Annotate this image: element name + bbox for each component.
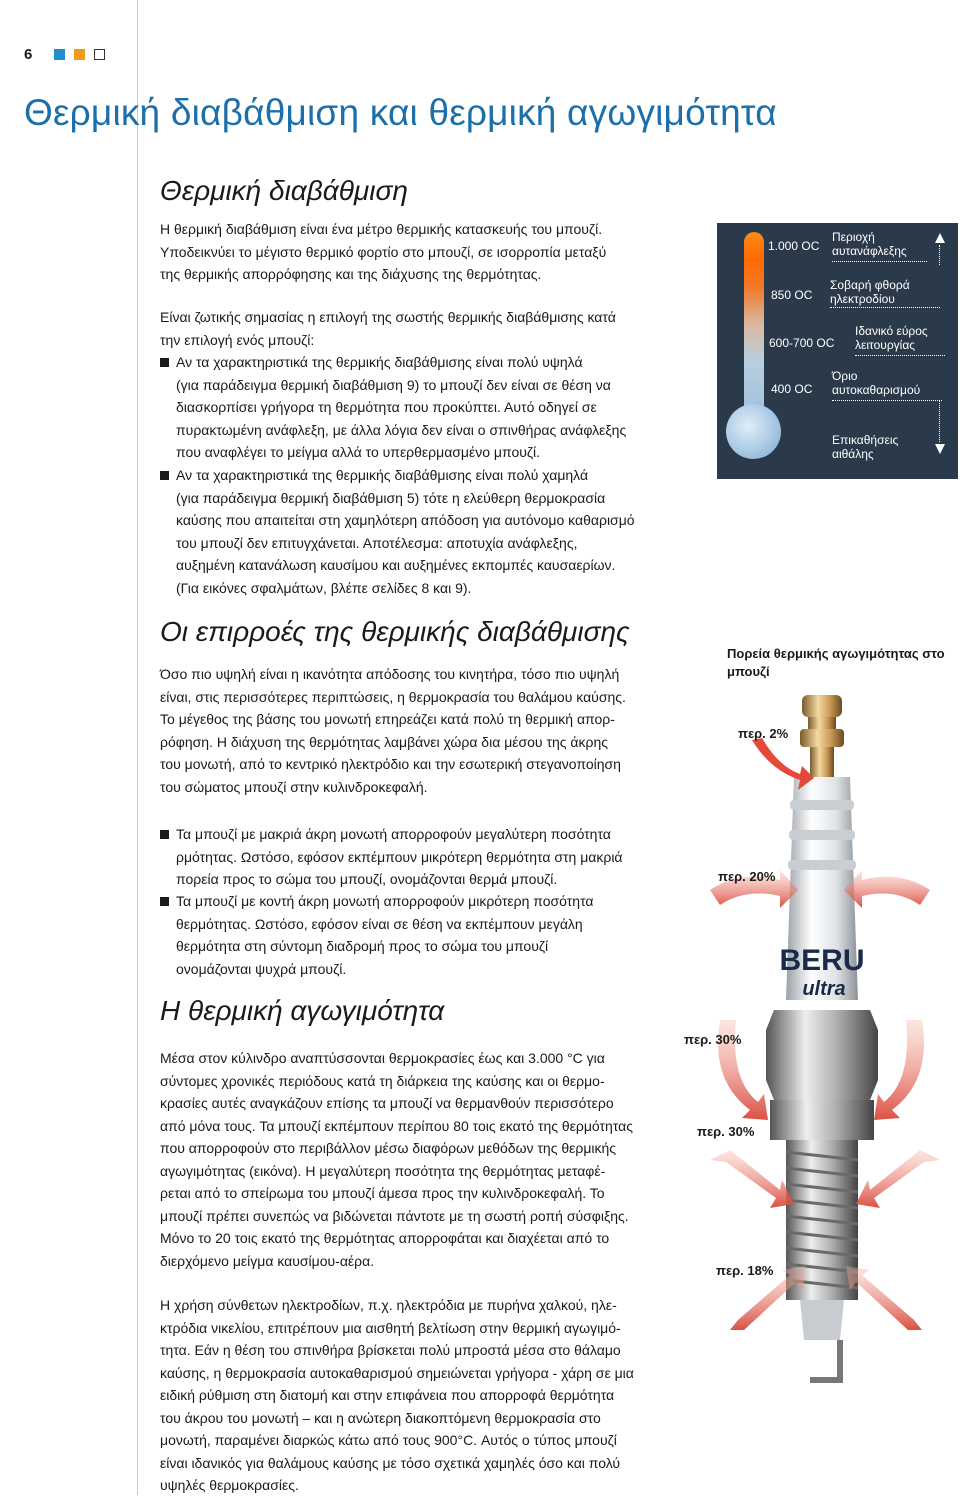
text-line: Όσο πιο υψηλή είναι η ικανότητα απόδοσης του κινητήρα, τόσο πιο υψηλή [160, 666, 620, 682]
thermometer-tube [744, 232, 764, 417]
text-line: (για παράδειγμα θερμική διαβάθμιση 9) το μπουζί δεν είναι σε θέση να [176, 376, 611, 393]
text-line: Αν τα χαρακτηριστικά της θερμικής διαβάθμισης είναι πολύ υψηλά [176, 354, 583, 370]
text-line: Μέσα στον κύλινδρο αναπτύσσονται θερμοκρασίες έως και 3.000 °C για [160, 1050, 605, 1066]
text-line: καύσης που απαιτείται στη χαμηλότερη απόδοση για αυτόνομο καθαρισμό [176, 512, 635, 528]
text-line: της θερμικής απορρόφησης και της διάχυσης της θερμότητας. [160, 266, 542, 282]
page-title: Θερμική διαβάθμιση και θερμική αγωγιμότητα [24, 92, 777, 133]
heat-share-label: περ. 2% [738, 726, 789, 741]
text-line: τητα. Εάν η θέση του σπινθήρα βρίσκεται πολύ μπροστά μέσα στο θάλαμο [160, 1342, 621, 1358]
zone-divider [830, 307, 940, 308]
dotted-axis [939, 245, 940, 265]
intro-paragraph [160, 218, 606, 286]
text-line: ρμότητας. Ωστόσο, εφόσον εκπέμπουν μικρότερη θερμότητα στη μακριά [176, 848, 623, 865]
text-line: αυξημένη κατανάλωση καυσίμου και αυξημένες εκπομπές καυσαερίων. [176, 557, 616, 573]
zone-line: Σοβαρή φθορά [830, 278, 910, 292]
text-line: ειδική ρύθμιση στη διατομή και στην επιφάνεια που απορροφά θερμότητα [160, 1387, 615, 1403]
zone-line: αυτοκαθαρισμού [832, 383, 921, 397]
plug-hex-body [766, 1010, 878, 1140]
text-line: μπουζί πρέπει συνεπώς να βιδώνεται πάντοτε με τη σωστή ροπή σύσφιξης. [160, 1207, 629, 1224]
text-line: υψηλές θερμοκρασίες. [160, 1477, 299, 1493]
bullet-icon [160, 830, 169, 839]
text-line: Μόνο το 20 τοις εκατό της θερμότητας απορροφάται και διαχέεται από το [160, 1230, 610, 1246]
zone-label-electrode-wear [830, 278, 910, 306]
temp-label: 850 OC [771, 288, 813, 302]
thermometer-bulb [726, 404, 781, 459]
zone-line: Ιδανικό εύρος [855, 324, 928, 338]
bullet-icon [160, 358, 169, 367]
text-line: πορεία προς το σώμα του μπουζί, ονομάζονται θερμά μπουζί. [176, 871, 558, 887]
text-line: (για παράδειγμα θερμική διαβάθμιση 5) τότε η ελεύθερη θερμοκρασία [176, 489, 606, 506]
zone-line: ηλεκτροδίου [830, 292, 895, 306]
empty-square-icon [94, 49, 105, 60]
zone-label-preignition [832, 230, 907, 258]
text-line: πυρακτωμένη ανάφλεξη, με άλλα λόγια δεν είναι ο σπινθήρας ανάφλεξης [176, 421, 627, 438]
text-line: Είναι ζωτικής σημασίας η επιλογή της σωστής θερμικής διαβάθμισης κατά [160, 309, 616, 325]
bullet-short-insulator [160, 890, 594, 980]
text-line: ρόφηση. Η διάχυση της θερμότητας λαμβάνει χώρα δια μέσου της άκρης [160, 733, 609, 750]
text-line: που απορροφούν στο περιβάλλον μέσω διαφόρων μεθόδων της θερμικής [160, 1140, 617, 1156]
zone-divider [855, 355, 945, 356]
text-line: κρασίες αυτές αναγκάζουν επίσης τα μπουζί να θερμανθούν περισσότερο [160, 1095, 614, 1111]
zone-line: Όριο [832, 369, 858, 383]
temp-label: 600-700 OC [769, 336, 835, 350]
text-line: θερμότητας. Ωστόσο, εφόσον είναι σε θέση να εκπέμπουν μεγάλη [176, 915, 583, 932]
plug-terminal [800, 695, 844, 777]
heat-share-label: περ. 30% [697, 1124, 755, 1139]
text-line: Τα μπουζί με μακριά άκρη μονωτή απορροφούν μεγαλύτερη ποσότητα [176, 826, 611, 842]
text-line: είναι, στις περισσότερες περιπτώσεις, η θερμοκρασία του θαλάμου καύσης. [160, 688, 626, 705]
zone-label-ideal-range [855, 324, 928, 352]
zone-line: Περιοχή [832, 230, 875, 244]
importance-paragraph [160, 306, 616, 351]
text-line: κτρόδια νικελίου, επιτρέπουν μια αισθητή βελτίωση στην θερμική αγωγιμό- [160, 1319, 621, 1336]
text-line: είναι ιδανικός για θαλάμους καύσης με τόσο σχετικά χαμηλές όσο και πολύ [160, 1454, 621, 1471]
text-line: Η χρήση σύνθετων ηλεκτροδίων, π.χ. ηλεκτρόδια με πυρήνα χαλκού, ηλε- [160, 1297, 617, 1313]
text-line: καύσης, η θερμοκρασία αυτοκαθαρισμού σημειώνεται γρήγορα - χάρη σε μια [160, 1364, 634, 1381]
text-line: Αν τα χαρακτηριστικά της θερμικής διαβάθμισης είναι πολύ χαμηλά [176, 467, 589, 483]
section-heading-conductivity: Η θερμική αγωγιμότητα [160, 995, 445, 1026]
caption-line: μπουζί [727, 664, 770, 679]
text-line: του άκρου του μονωτή – και η ανώτερη διακοπτόμενη θερμοκρασία στο [160, 1409, 601, 1426]
heat-share-label: περ. 30% [684, 1032, 742, 1047]
zone-label-soot [832, 433, 898, 461]
bullet-low-rating [160, 464, 635, 599]
dotted-axis [939, 400, 940, 442]
text-line: διασκορπίσει γρήγορα τη θερμότητα που προκύπτει. Αυτό οδηγεί σε [176, 399, 597, 415]
zone-label-self-cleaning [832, 369, 920, 397]
bullet-long-insulator [160, 823, 623, 891]
plug-brand-text: BERU [779, 944, 865, 977]
section-heading-influences: Οι επιρροές της θερμικής διαβάθμισης [160, 616, 630, 647]
text-line: θερμότητα στη σύντομη διαδρομή προς το σώμα του μπουζί [176, 938, 549, 954]
bullet-icon [160, 471, 169, 480]
temp-label: 1.000 OC [768, 239, 820, 253]
plug-brand-subtext: ultra [802, 978, 846, 1000]
zone-divider [832, 400, 942, 401]
heat-share-label: περ. 18% [716, 1263, 774, 1278]
caption-line: Πορεία θερμικής αγωγιμότητας στο [727, 646, 945, 661]
orange-square-icon [74, 49, 85, 60]
zone-line: αιθάλης [832, 447, 874, 461]
arrow-down-icon [935, 444, 945, 454]
electrodes-paragraph [160, 1294, 634, 1497]
margin-rule [137, 0, 138, 1495]
text-line: που αναφλέγει το μείγμα αλλά το υπερθερμασμένο μπουζί. [176, 444, 541, 460]
zone-line: αυτανάφλεξης [832, 244, 907, 258]
plug-thread [786, 1140, 858, 1380]
bullet-high-rating [160, 351, 626, 464]
text-line: Τα μπουζί με κοντή άκρη μονωτή απορροφούν μικρότερη ποσότητα [176, 893, 594, 909]
text-line: του σώματος μπουζί στην κυλινδροκεφαλή. [160, 778, 428, 795]
zone-divider [832, 261, 927, 262]
text-line: Υποδεικνύει το μέγιστο θερμικό φορτίο στο μπουζί, σε ισορροπία μεταξύ [160, 243, 607, 260]
heat-share-label: περ. 20% [718, 869, 776, 884]
text-line: του μονωτή, από το κεντρικό ηλεκτρόδιο και την εσωτερική στεγανοποίηση [160, 756, 621, 772]
text-line: του μπουζί δεν επιτυγχάνεται. Αποτέλεσμα: αποτυχία ανάφλεξης, [176, 534, 578, 551]
spark-plug-illustration [690, 690, 960, 1490]
influences-paragraph [160, 663, 626, 798]
text-line: αγωγιμότητας (εικόνα). Η μεγαλύτερη ποσότητα της θερμότητας μεταφέ- [160, 1162, 606, 1179]
text-line: από μόνα τους. Τα μπουζί εκπέμπουν περίπου 80 τοις εκατό της θερμότητας [160, 1117, 634, 1134]
text-line: (Για εικόνες σφαλμάτων, βλέπε σελίδες 8 και 9). [176, 579, 472, 596]
temp-label: 400 OC [771, 382, 813, 396]
text-line: ρεται από το σπείρωμα του μπουζί άμεσα προς την κυλινδροκεφαλή. Το [160, 1185, 605, 1201]
text-line: Το μέγεθος της βάσης του μονωτή επηρεάζει κατά πολύ τη θερμική απορ- [160, 711, 615, 727]
plug-caption [727, 645, 945, 681]
text-line: σύντομες χρονικές περιόδους κατά τη διάρκεια της καύσης και οι θερμο- [160, 1072, 605, 1089]
arrow-up-icon [935, 233, 945, 243]
conductivity-paragraph [160, 1047, 633, 1272]
text-line: Η θερμική διαβάθμιση είναι ένα μέτρο θερμικής κατασκευής του μπουζί. [160, 221, 603, 237]
text-line: ονομάζονται ψυχρά μπουζί. [176, 960, 347, 977]
text-line: μονωτή, παραμένει διαρκώς κάτω από τους 900°C. Αυτός ο τύπος μπουζί [160, 1432, 617, 1448]
zone-line: λειτουργίας [855, 338, 916, 352]
page-number: 6 [24, 46, 33, 63]
text-line: διερχόμενο μείγμα καυσίμου-αέρα. [160, 1252, 375, 1269]
section-heading-thermal-rating: Θερμική διαβάθμιση [160, 175, 408, 206]
zone-line: Επικαθήσεις [832, 433, 899, 447]
text-line: την επιλογή ενός μπουζί: [160, 331, 315, 348]
bullet-icon [160, 897, 169, 906]
blue-square-icon [54, 49, 65, 60]
